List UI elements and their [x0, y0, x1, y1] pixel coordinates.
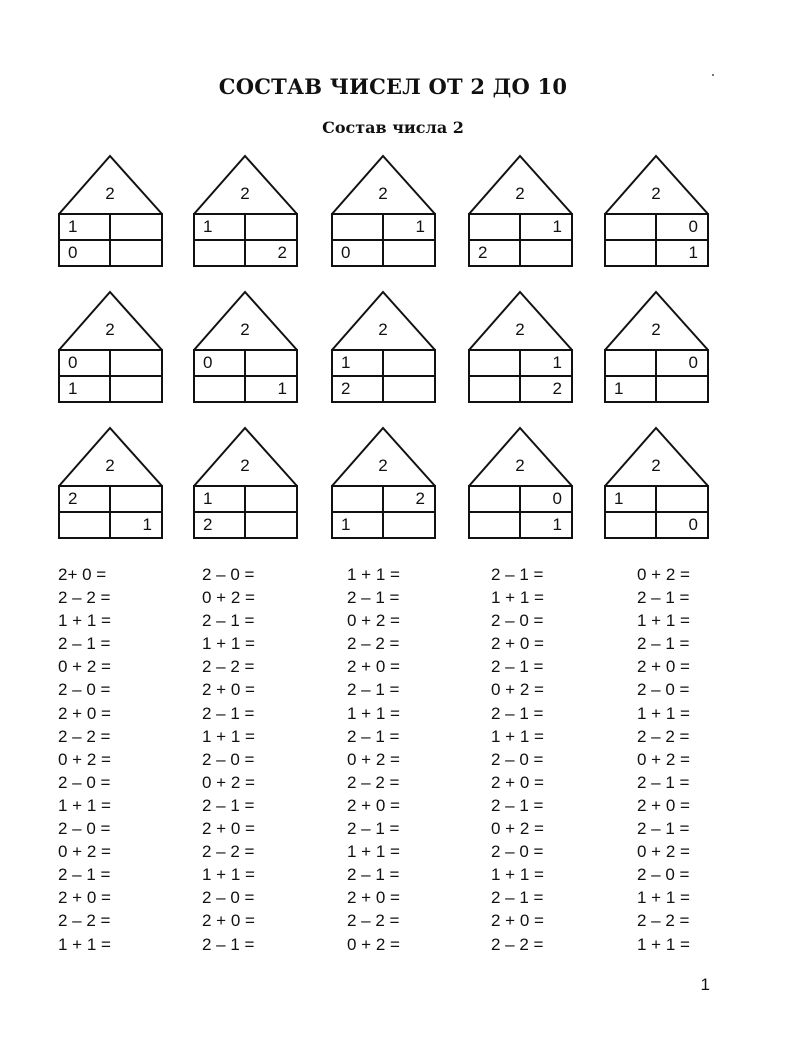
equation: 2 – 0 =	[637, 865, 690, 885]
house-cell-tr: 1	[552, 217, 562, 236]
equation: 2 + 0 =	[202, 819, 255, 839]
house-cell-br	[110, 376, 162, 402]
number-house	[331, 291, 441, 411]
equation: 2 – 2 =	[347, 772, 400, 792]
house-cell-tl: 1	[614, 489, 624, 508]
house-cell-tr: 2	[415, 489, 425, 508]
house-cell-tl	[468, 350, 518, 376]
equation: 0 + 2 =	[347, 611, 400, 631]
house-cell-bl: 2	[341, 379, 351, 398]
number-house	[58, 291, 168, 411]
equation: 2 – 1 =	[491, 888, 544, 908]
equation: 2 – 2 =	[58, 911, 111, 931]
equation: 1 + 1 =	[637, 611, 690, 631]
house-cell-bl	[193, 240, 243, 266]
equation: 2 – 1 =	[202, 611, 255, 631]
equation: 1 + 1 =	[347, 842, 400, 862]
equation: 2 – 1 =	[491, 703, 544, 723]
number-house	[468, 155, 578, 275]
house-cell-bl: 0	[341, 243, 351, 262]
house-cell-br: 2	[552, 379, 562, 398]
house-cell-bl	[604, 512, 654, 538]
equation: 2 – 1 =	[347, 726, 400, 746]
roof-number: 2	[515, 320, 525, 339]
house-cell-tl: 1	[68, 217, 78, 236]
number-house	[58, 427, 168, 547]
equation: 2 + 0 =	[491, 911, 544, 931]
equation: 0 + 2 =	[347, 749, 400, 769]
house-cell-br	[656, 376, 708, 402]
roof-number: 2	[105, 456, 115, 475]
page-number: 1	[700, 975, 710, 994]
house-cell-tr	[245, 486, 297, 512]
equation: 0 + 2 =	[637, 842, 690, 862]
roof-number: 2	[515, 456, 525, 475]
equation-column	[58, 563, 111, 956]
house-cell-br	[110, 240, 162, 266]
equation: 2 + 0 =	[58, 888, 111, 908]
house-cell-br	[245, 512, 297, 538]
number-house	[331, 427, 441, 547]
number-house	[193, 291, 303, 411]
roof-number: 2	[651, 456, 661, 475]
equation: 0 + 2 =	[202, 588, 255, 608]
equation-column	[637, 563, 690, 956]
equation: 2 – 2 =	[637, 911, 690, 931]
equation: 2 + 0 =	[58, 703, 111, 723]
house-cell-bl	[468, 376, 518, 402]
house-cell-br	[383, 376, 435, 402]
equation: 2 – 1 =	[637, 819, 690, 839]
equation: 2 – 0 =	[202, 565, 255, 584]
equation: 2 – 1 =	[347, 588, 400, 608]
house-cell-br: 1	[552, 515, 562, 534]
house-cell-bl	[604, 240, 654, 266]
equation: 1 + 1 =	[491, 865, 544, 885]
equation: 1 + 1 =	[491, 726, 544, 746]
house-cell-bl	[193, 376, 243, 402]
page-title: СОСТАВ ЧИСЕЛ ОТ 2 ДО 10	[218, 74, 568, 99]
equation: 2 – 1 =	[491, 657, 544, 677]
equation: 1 + 1 =	[58, 611, 111, 631]
house-cell-tr	[245, 350, 297, 376]
house-cell-tl	[604, 214, 654, 240]
equation: 2 – 0 =	[202, 888, 255, 908]
roof-number: 2	[651, 320, 661, 339]
equation: 2 – 0 =	[491, 611, 544, 631]
house-cell-tr	[110, 486, 162, 512]
equation: 2 + 0 =	[637, 795, 690, 815]
house-cell-tr: 0	[688, 353, 698, 372]
equation: 0 + 2 =	[58, 657, 111, 677]
equation: 2 – 1 =	[637, 588, 690, 608]
house-cell-bl: 0	[68, 243, 78, 262]
equation: 2 – 1 =	[347, 819, 400, 839]
roof-number: 2	[105, 320, 115, 339]
equation: 0 + 2 =	[637, 565, 690, 584]
equation: 2 – 1 =	[202, 703, 255, 723]
number-house	[193, 155, 303, 275]
house-cell-bl: 1	[68, 379, 78, 398]
equation: 0 + 2 =	[637, 749, 690, 769]
equation: 1 + 1 =	[347, 565, 400, 584]
roof-number: 2	[105, 184, 115, 203]
equation: 1 + 1 =	[58, 934, 111, 954]
equation: 1 + 1 =	[637, 703, 690, 723]
house-cell-bl: 1	[614, 379, 624, 398]
house-cell-br: 1	[688, 243, 698, 262]
house-cell-tr: 0	[552, 489, 562, 508]
equation: 2 – 0 =	[202, 749, 255, 769]
equation: 2 – 1 =	[58, 634, 111, 654]
house-cell-bl: 1	[341, 515, 351, 534]
number-house	[468, 427, 578, 547]
equation: 2 – 1 =	[347, 865, 400, 885]
equation-column	[347, 563, 400, 956]
number-house	[604, 155, 714, 275]
equation: 1 + 1 =	[58, 795, 111, 815]
equation: 2 – 0 =	[58, 680, 111, 700]
equation: 2 – 2 =	[347, 634, 400, 654]
house-cell-tr	[383, 350, 435, 376]
equation: 2 – 0 =	[491, 749, 544, 769]
equation: 2 – 1 =	[202, 795, 255, 815]
house-cell-br	[383, 240, 435, 266]
number-house	[604, 427, 714, 547]
equation: 2 – 2 =	[202, 657, 255, 677]
equation: 0 + 2 =	[347, 934, 400, 954]
equation: 2 – 1 =	[347, 680, 400, 700]
house-cell-br	[383, 512, 435, 538]
house-cell-tr	[245, 214, 297, 240]
number-house	[604, 291, 714, 411]
equation: 1 + 1 =	[491, 588, 544, 608]
equation: 2 – 2 =	[202, 842, 255, 862]
roof-number: 2	[515, 184, 525, 203]
equation: 2 – 2 =	[347, 911, 400, 931]
house-cell-tl: 1	[341, 353, 351, 372]
house-cell-tl: 2	[68, 489, 78, 508]
house-cell-tl: 1	[203, 217, 213, 236]
house-cell-br: 2	[277, 243, 287, 262]
equation: 2 + 0 =	[491, 772, 544, 792]
house-cell-tr	[110, 214, 162, 240]
house-cell-tl: 0	[68, 353, 78, 372]
equation: 2 + 0 =	[637, 657, 690, 677]
house-cell-tl	[331, 214, 381, 240]
number-house	[58, 155, 168, 275]
equation: 2 – 1 =	[637, 634, 690, 654]
roof-number: 2	[240, 320, 250, 339]
equation: 2 + 0 =	[491, 634, 544, 654]
equation: 2 – 1 =	[491, 565, 544, 584]
equation: 2 – 1 =	[58, 865, 111, 885]
equation: 2 – 0 =	[58, 772, 111, 792]
equation: 2 – 0 =	[491, 842, 544, 862]
number-house	[331, 155, 441, 275]
equation: 1 + 1 =	[637, 888, 690, 908]
house-cell-tl: 1	[203, 489, 213, 508]
equation: 2+ 0 =	[58, 565, 107, 584]
equation: 2 – 0 =	[637, 680, 690, 700]
equation: 2 – 2 =	[58, 726, 111, 746]
roof-number: 2	[378, 456, 388, 475]
number-house	[193, 427, 303, 547]
equation: 2 – 1 =	[491, 795, 544, 815]
equation: 2 – 2 =	[58, 588, 111, 608]
roof-number: 2	[240, 456, 250, 475]
equation: 2 + 0 =	[202, 680, 255, 700]
equation: 2 – 2 =	[491, 934, 544, 954]
equation: 0 + 2 =	[491, 680, 544, 700]
equation: 2 – 1 =	[202, 934, 255, 954]
equation: 1 + 1 =	[347, 703, 400, 723]
number-house	[468, 291, 578, 411]
equation: 1 + 1 =	[202, 634, 255, 654]
house-cell-tl	[331, 486, 381, 512]
equation: 0 + 2 =	[58, 842, 111, 862]
roof-number: 2	[240, 184, 250, 203]
roof-number: 2	[651, 184, 661, 203]
section-subtitle: Состав числа 2	[322, 118, 464, 137]
house-cell-tl	[468, 214, 518, 240]
house-cell-br: 0	[688, 515, 698, 534]
equation: 2 + 0 =	[347, 888, 400, 908]
equation: 0 + 2 =	[58, 749, 111, 769]
house-cell-tr: 0	[688, 217, 698, 236]
roof-number: 2	[378, 320, 388, 339]
house-cell-bl	[58, 512, 108, 538]
house-cell-br: 1	[142, 515, 152, 534]
house-cell-tr: 1	[415, 217, 425, 236]
equation: 0 + 2 =	[491, 819, 544, 839]
equation-column	[202, 563, 255, 956]
house-cell-br	[520, 240, 572, 266]
equation: 2 + 0 =	[347, 795, 400, 815]
equation: 2 + 0 =	[347, 657, 400, 677]
equation: 0 + 2 =	[202, 772, 255, 792]
house-cell-tl: 0	[203, 353, 213, 372]
house-cell-tr	[110, 350, 162, 376]
house-cell-br: 1	[277, 379, 287, 398]
house-cell-tl	[468, 486, 518, 512]
equation: 2 – 0 =	[58, 819, 111, 839]
equation: 2 – 1 =	[637, 772, 690, 792]
house-cell-bl	[468, 512, 518, 538]
equation-column	[491, 563, 544, 956]
equation: 2 + 0 =	[202, 911, 255, 931]
house-cell-bl: 2	[478, 243, 488, 262]
roof-number: 2	[378, 184, 388, 203]
house-cell-tr: 1	[552, 353, 562, 372]
house-cell-bl: 2	[203, 515, 213, 534]
house-cell-tl	[604, 350, 654, 376]
equation: 1 + 1 =	[202, 865, 255, 885]
house-cell-tr	[656, 486, 708, 512]
equation: 2 – 2 =	[637, 726, 690, 746]
equation: 1 + 1 =	[637, 934, 690, 954]
equation: 1 + 1 =	[202, 726, 255, 746]
